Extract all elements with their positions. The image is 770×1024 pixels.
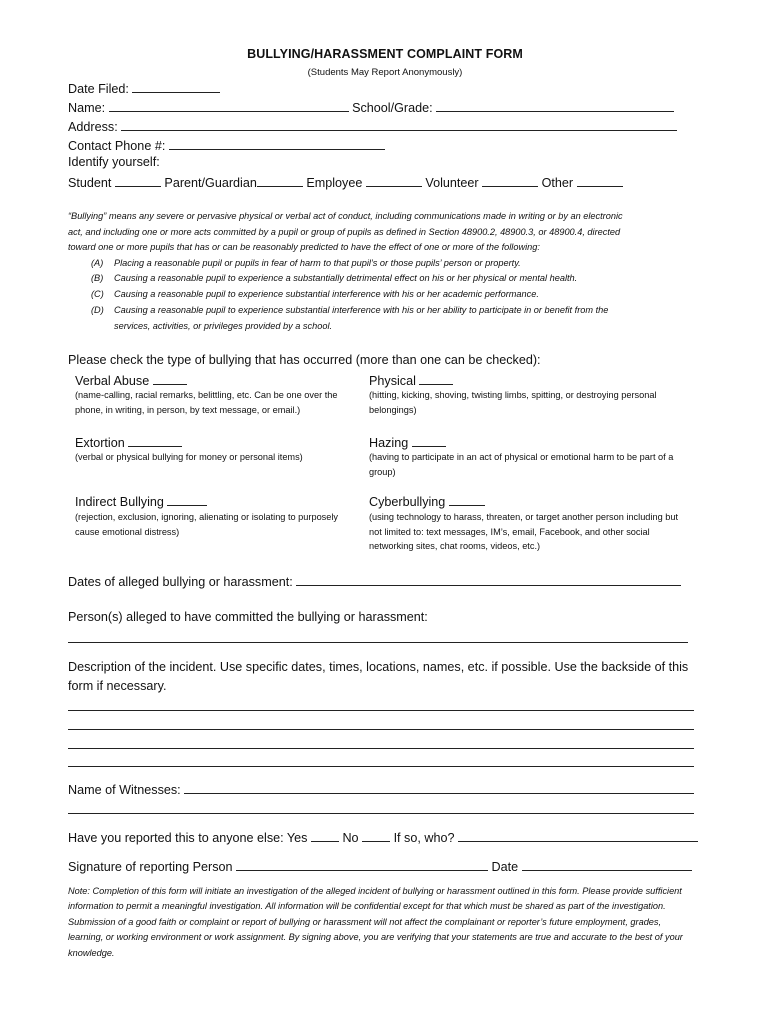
- type-verbal-abuse: [75, 372, 187, 388]
- address-field[interactable]: [121, 118, 677, 131]
- type-hazing-check[interactable]: [412, 434, 446, 447]
- bullying-type-prompt: Please check the type of bullying that has occurred (more than one can be checked):: [68, 353, 541, 367]
- reported-who-field[interactable]: [458, 829, 698, 842]
- definition-item-b-letter: (B): [91, 273, 104, 283]
- definition-item-d-continued: services, activities, or privileges provided by a school.: [114, 321, 333, 331]
- witnesses-line-2[interactable]: [68, 813, 694, 814]
- reported-row: [68, 829, 698, 845]
- type-indirect-bullying-check[interactable]: [167, 493, 207, 506]
- role-volunteer-field[interactable]: [482, 174, 538, 187]
- type-extortion-check[interactable]: [128, 434, 182, 447]
- type-indirect-bullying: [75, 493, 207, 509]
- description-label: Description of the incident. Use specific dates, times, locations, names, etc. if possible. Use the backside of this form if necessary.: [68, 660, 689, 693]
- role-parent-field[interactable]: [257, 174, 303, 187]
- type-cyberbullying-check[interactable]: [449, 493, 485, 506]
- signature-row: [68, 858, 692, 874]
- school-grade-field[interactable]: [436, 99, 674, 112]
- description-line-3[interactable]: [68, 748, 694, 749]
- type-verbal-abuse-label: Verbal Abuse: [75, 374, 150, 388]
- type-physical: [369, 372, 453, 388]
- type-extortion: [75, 434, 182, 450]
- date-filed-label: Date Filed:: [68, 82, 129, 96]
- type-verbal-abuse-check[interactable]: [153, 372, 187, 385]
- type-extortion-label: Extortion: [75, 436, 125, 450]
- definition-item-a-letter: (A): [91, 258, 104, 268]
- name-label: Name:: [68, 101, 106, 115]
- type-extortion-desc: (verbal or physical bullying for money or personal items): [75, 452, 303, 462]
- date-field[interactable]: [522, 858, 692, 871]
- date-filed-row: [68, 80, 220, 96]
- description-line-4[interactable]: [68, 766, 694, 767]
- persons-field[interactable]: [68, 642, 688, 643]
- role-other-field[interactable]: [577, 174, 623, 187]
- name-field[interactable]: [109, 99, 349, 112]
- dates-label: Dates of alleged bullying or harassment:: [68, 575, 293, 589]
- reported-no-label: No: [342, 831, 359, 845]
- type-physical-check[interactable]: [419, 372, 453, 385]
- definition-item-d-text: Causing a reasonable pupil to experience substantial interference with his or her ability to participate in or benefit from the: [114, 305, 609, 315]
- definition-item-a-text: Placing a reasonable pupil or pupils in fear of harm to that pupil’s or those pupils’ person or property.: [114, 258, 521, 268]
- role-student-field[interactable]: [115, 174, 161, 187]
- reported-no-field[interactable]: [362, 829, 390, 842]
- definition-line-3: toward one or more pupils that has or can be reasonably predicted to have the effect of one or more of the following:: [68, 242, 540, 252]
- type-indirect-bullying-desc: (rejection, exclusion, ignoring, alienating or isolating to purposely cause emotional distress): [75, 512, 339, 537]
- reported-who-label: If so, who?: [393, 831, 455, 845]
- definition-item-c-text: Causing a reasonable pupil to experience substantial interference with his or her academic performance.: [114, 289, 539, 299]
- type-cyberbullying-desc: (using technology to harass, threaten, or target another person including but not limited to: text messages, IM’s, email, Facebook, and other social networking sites, chat rooms, videos, etc.): [369, 512, 678, 551]
- witnesses-row: [68, 781, 694, 797]
- role-employee-field[interactable]: [366, 174, 422, 187]
- signature-field[interactable]: [236, 858, 488, 871]
- role-volunteer-label: Volunteer: [425, 176, 479, 190]
- signature-label: Signature of reporting Person: [68, 860, 233, 874]
- contact-phone-label: Contact Phone #:: [68, 139, 166, 153]
- reported-yes-field[interactable]: [311, 829, 339, 842]
- description-line-2[interactable]: [68, 729, 694, 730]
- name-row: [68, 99, 674, 115]
- type-hazing: [369, 434, 446, 450]
- description-line-1[interactable]: [68, 710, 694, 711]
- type-verbal-abuse-desc: (name-calling, racial remarks, belittling, etc. Can be one over the phone, in writing, in person, by text message, or email.): [75, 390, 338, 415]
- date-filed-field[interactable]: [132, 80, 220, 93]
- date-label: Date: [491, 860, 519, 874]
- definition-item-d-letter: (D): [91, 305, 104, 315]
- definition-line-1: “Bullying” means any severe or pervasive physical or verbal act of conduct, including communications made in writing or by an electronic: [68, 211, 623, 221]
- dates-row: [68, 573, 681, 589]
- contact-phone-field[interactable]: [169, 137, 385, 150]
- witnesses-field[interactable]: [184, 781, 694, 794]
- type-hazing-label: Hazing: [369, 436, 409, 450]
- address-row: [68, 118, 677, 134]
- definition-line-2: act, and including one or more acts committed by a pupil or group of pupils as defined in Section 48900.2, 48900.3, or 48900.4, directed: [68, 227, 621, 237]
- type-cyberbullying: [369, 493, 485, 509]
- role-employee-label: Employee: [306, 176, 363, 190]
- type-cyberbullying-label: Cyberbullying: [369, 495, 446, 509]
- type-physical-label: Physical: [369, 374, 416, 388]
- identify-yourself-label: Identify yourself:: [68, 155, 160, 169]
- contact-phone-row: [68, 137, 385, 153]
- address-label: Address:: [68, 120, 118, 134]
- dates-field[interactable]: [296, 573, 681, 586]
- persons-label: Person(s) alleged to have committed the bullying or harassment:: [68, 610, 428, 624]
- role-other-label: Other: [541, 176, 574, 190]
- role-student-label: Student: [68, 176, 112, 190]
- definition-item-c-letter: (C): [91, 289, 104, 299]
- school-grade-label: School/Grade:: [352, 101, 433, 115]
- role-parent-label: Parent/Guardian: [164, 176, 257, 190]
- reported-yes-label: Have you reported this to anyone else: Yes: [68, 831, 308, 845]
- type-indirect-bullying-label: Indirect Bullying: [75, 495, 164, 509]
- form-subtitle: (Students May Report Anonymously): [307, 67, 463, 78]
- definition-item-b-text: Causing a reasonable pupil to experience a substantially detrimental effect on his or her physical or mental health.: [114, 273, 578, 283]
- note-paragraph: Note: Completion of this form will initiate an investigation of the alleged incident of bullying or harassment outlined in this form. Please provide sufficient information to permit a meaningful investigation. All information will be confidential except for that which must be shared as part of the investigation. Submission of a good faith or complaint or report of bullying or harassment will not affect the complainant or reporter’s future employment, grades, learning, or working environment or work assignment. By signing above, you are verifying that your statements are true and accurate to the best of your knowledge.: [68, 886, 683, 958]
- witnesses-label: Name of Witnesses:: [68, 783, 181, 797]
- type-hazing-desc: (having to participate in an act of physical or emotional harm to be part of a group): [369, 452, 674, 477]
- form-title: BULLYING/HARASSMENT COMPLAINT FORM: [247, 47, 523, 61]
- type-physical-desc: (hitting, kicking, shoving, twisting limbs, spitting, or destroying personal belongings): [369, 390, 657, 415]
- role-row: [68, 174, 623, 190]
